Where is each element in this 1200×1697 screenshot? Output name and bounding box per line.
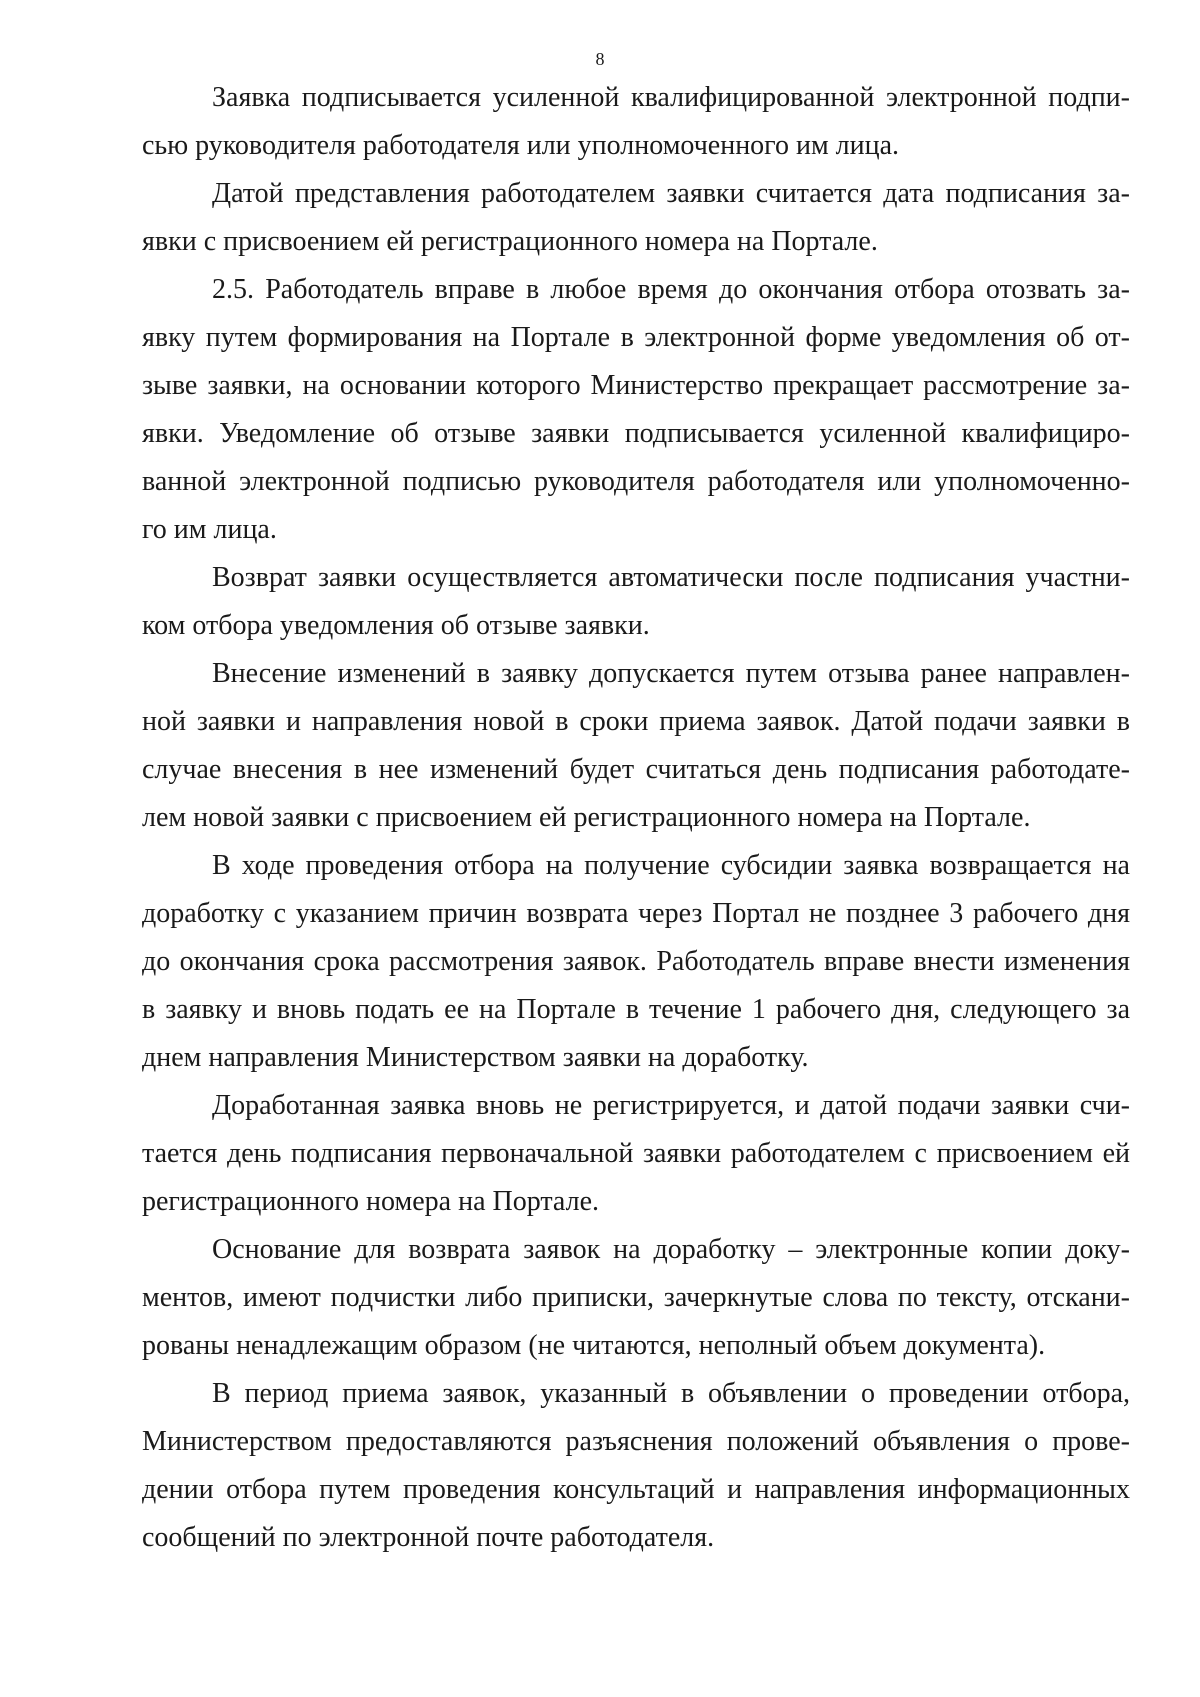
text-line: Внесение изменений в заявку допускается путем отзыва ранее направлен- [212,658,1130,689]
text-line: го им лица. [142,514,277,545]
paragraph [142,170,1130,266]
paragraph [142,1226,1130,1370]
paragraph [142,650,1130,842]
text-line: рованы ненадлежащим образом (не читаются, неполный объем документа). [142,1330,1046,1361]
text-line: явки. Уведомление об отзыве заявки подписывается усиленной квалифициро- [142,418,1130,449]
text-line: ной заявки и направления новой в сроки приема заявок. Датой подачи заявки в [142,706,1130,737]
text-line: сью руководителя работодателя или уполномоченного им лица. [142,130,900,161]
text-line: 2.5. Работодатель вправе в любое время до окончания отбора отозвать за- [212,274,1130,305]
text-line: сообщений по электронной почте работодателя. [142,1522,715,1553]
paragraph [142,1082,1130,1226]
text-line: ментов, имеют подчистки либо приписки, зачеркнутые слова по тексту, отскани- [142,1282,1130,1313]
text-line: днем направления Министерством заявки на доработку. [142,1042,809,1073]
text-line: Возврат заявки осуществляется автоматически после подписания участни- [212,562,1130,593]
text-line: Заявка подписывается усиленной квалифицированной электронной подпи- [212,82,1130,113]
text-line: явки с присвоением ей регистрационного номера на Портале. [142,226,878,257]
text-line: случае внесения в нее изменений будет считаться день подписания работодате- [142,754,1130,785]
text-line: ванной электронной подписью руководителя работодателя или уполномоченно- [142,466,1130,497]
paragraph [142,74,1130,170]
text-line: явку путем формирования на Портале в электронной форме уведомления об от- [142,322,1130,353]
text-line: в заявку и вновь подать ее на Портале в течение 1 рабочего дня, следующего за [142,994,1130,1025]
paragraph [142,266,1130,554]
text-line: ком отбора уведомления об отзыве заявки. [142,610,650,641]
text-line: Датой представления работодателем заявки считается дата подписания за- [212,178,1130,209]
paragraph [142,1370,1130,1562]
text-line: Министерством предоставляются разъяснения положений объявления о прове- [142,1426,1130,1457]
text-line: дении отбора путем проведения консультаций и направления информационных [142,1474,1130,1505]
text-line: В ходе проведения отбора на получение субсидии заявка возвращается на [212,850,1130,881]
paragraph [142,842,1130,1082]
paragraph [142,554,1130,650]
text-line: лем новой заявки с присвоением ей регистрационного номера на Портале. [142,802,1031,833]
text-line: В период приема заявок, указанный в объявлении о проведении отбора, [212,1378,1130,1409]
text-line: доработку с указанием причин возврата через Портал не позднее 3 рабочего дня [142,898,1130,929]
text-line: Основание для возврата заявок на доработку – электронные копии доку- [212,1234,1130,1265]
page-number: 8 [595,49,605,69]
text-line: зыве заявки, на основании которого Министерство прекращает рассмотрение за- [142,370,1130,401]
body-text [142,74,1130,1562]
text-line: Доработанная заявка вновь не регистрируется, и датой подачи заявки счи- [212,1090,1130,1121]
text-line: регистрационного номера на Портале. [142,1186,599,1217]
text-line: до окончания срока рассмотрения заявок. Работодатель вправе внести изменения [142,946,1130,977]
text-line: тается день подписания первоначальной заявки работодателем с присвоением ей [142,1138,1130,1169]
